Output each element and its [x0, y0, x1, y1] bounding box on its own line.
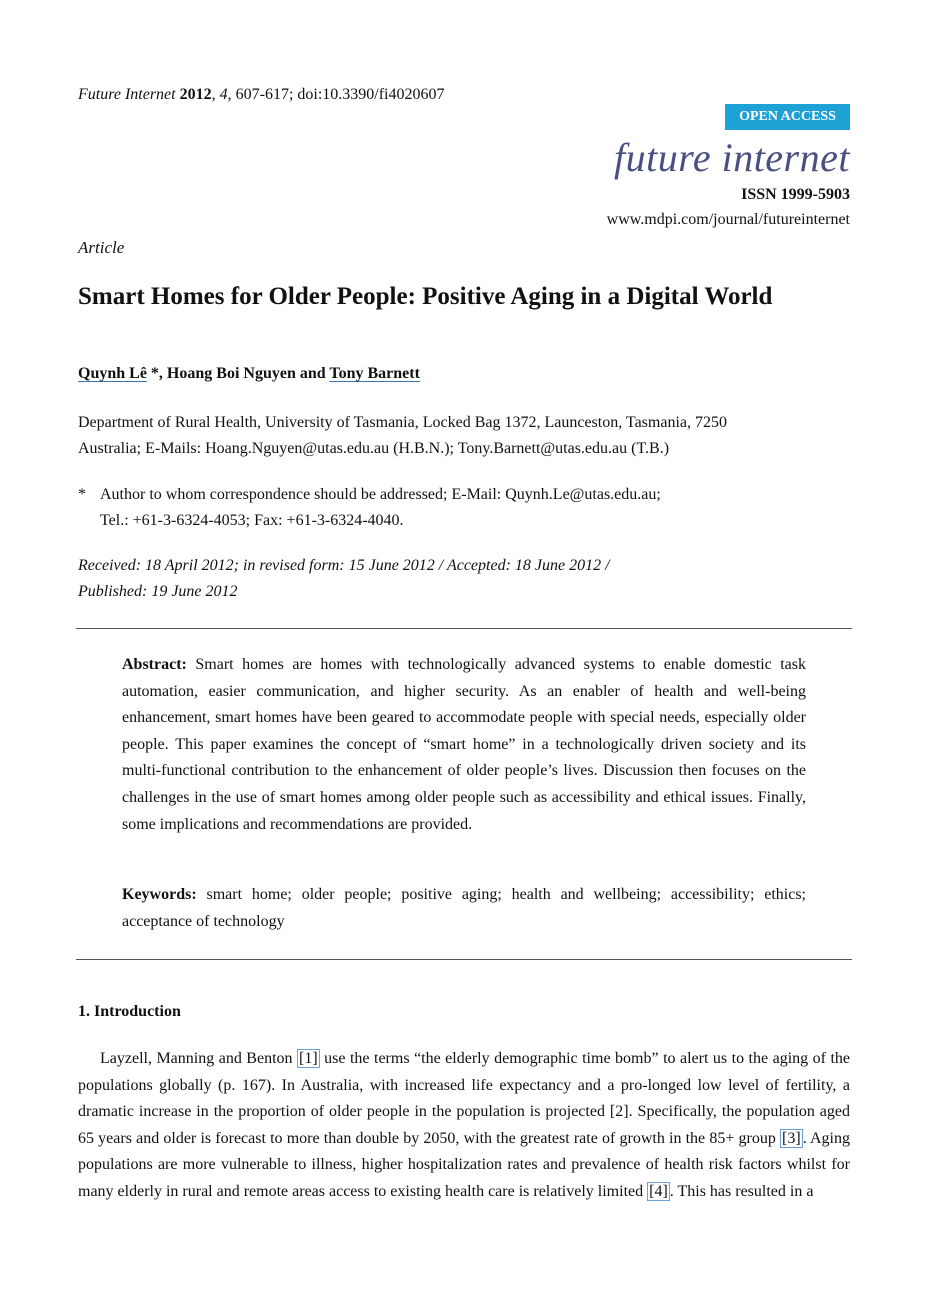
author-1-mark: *,	[146, 365, 167, 382]
affiliation-line-2: Australia; E-Mails: Hoang.Nguyen@utas.edu.au (H.B.N.); Tony.Barnett@utas.edu.au (T.B.)	[78, 440, 670, 457]
journal-name: future internet	[614, 135, 850, 180]
corresp-line-2: Tel.: +61-3-6324-4053; Fax: +61-3-6324-4040.	[100, 512, 404, 529]
keywords	[122, 882, 806, 935]
author-2: Hoang Boi Nguyen	[166, 365, 296, 382]
citation-year: 2012	[179, 86, 212, 103]
journal-url[interactable]: www.mdpi.com/journal/futureinternet	[606, 211, 850, 228]
citation-pages-doi: , 607-617; doi:10.3390/fi4020607	[227, 86, 445, 103]
abstract	[122, 652, 806, 838]
affiliation-line-1: Department of Rural Health, University of Tasmania, Locked Bag 1372, Launceston, Tasmania, 7250	[78, 414, 727, 431]
author-list	[78, 365, 420, 383]
section-heading: 1. Introduction	[78, 1003, 181, 1020]
intro-paragraph	[78, 1046, 850, 1206]
correspondence	[78, 482, 853, 534]
citation-volume: 4	[219, 86, 228, 103]
publication-dates	[78, 553, 853, 605]
abstract-label: Abstract:	[122, 656, 187, 673]
ref-link-4[interactable]: [4]	[649, 1182, 668, 1200]
issn: ISSN 1999-5903	[741, 186, 850, 203]
keywords-text: smart home; older people; positive aging; health and wellbeing; accessibility; ethics; acceptance of technology	[122, 886, 807, 930]
intro-text-3: . Aging populations are more vulnerable to illness, higher hospitalization rates and prevalence of health risk factors whilst for many elderly in rural and remote areas access to existing health care is relatively limited	[78, 1129, 850, 1200]
ref-link-1[interactable]: [1]	[299, 1050, 318, 1067]
corresp-line-1: Author to whom correspondence should be addressed; E-Mail: Quynh.Le@utas.edu.au;	[100, 486, 661, 503]
citation-line: Future Internet 2012, 4, 607-617; doi:10.3390/fi4020607	[78, 86, 445, 103]
citation-journal: Future Internet	[78, 86, 176, 103]
author-3-link[interactable]: Tony Barnett	[329, 365, 420, 382]
author-1-link[interactable]: Quynh Lê	[78, 365, 147, 382]
article-title: Smart Homes for Older People: Positive Aging in a Digital World	[78, 283, 773, 310]
abstract-text: Smart homes are homes with technologically advanced systems to enable domestic task automation, easier communication, and higher security. As an enabler of health and well-being enhancement, smart homes have been geared to accommodate people with special needs, especially older people. This paper examines the concept of “smart home” in a technologically driven society and its multi-functional contribution to the enhancement of older people’s lives. Discussion then focuses on the challenges in the use of smart homes among older people such as accessibility and ethical issues. Finally, some implications and recommendations are provided.	[122, 656, 807, 833]
corresp-star: *	[78, 486, 86, 503]
keywords-label: Keywords:	[122, 886, 197, 903]
intro-text-1: Layzell, Manning and Benton	[100, 1050, 298, 1067]
article-type: Article	[78, 238, 125, 257]
open-access-badge: OPEN ACCESS	[725, 104, 850, 130]
intro-text-4: . This has resulted in a	[669, 1182, 814, 1200]
dates-line-2: Published: 19 June 2012	[78, 583, 238, 600]
affiliation	[78, 410, 853, 462]
ref-link-3[interactable]: [3]	[782, 1129, 801, 1147]
intro-text-2: use the terms “the elderly demographic time bomb” to alert us to the aging of the populations globally (p. 167). In Australia, with increased life expectancy and a pro-longed low level of fertility, a dramatic increase in the proportion of older people in the population is projected [2]. Specifically, the population aged 65 years and older is forecast to more than double by 2050, with the greatest rate of growth in the 85+ group	[78, 1050, 850, 1147]
divider-bottom	[76, 959, 852, 960]
author-separator: and	[295, 365, 330, 382]
divider-top	[76, 628, 852, 629]
dates-line-1: Received: 18 April 2012; in revised form: 15 June 2012 / Accepted: 18 June 2012 /	[78, 557, 610, 574]
